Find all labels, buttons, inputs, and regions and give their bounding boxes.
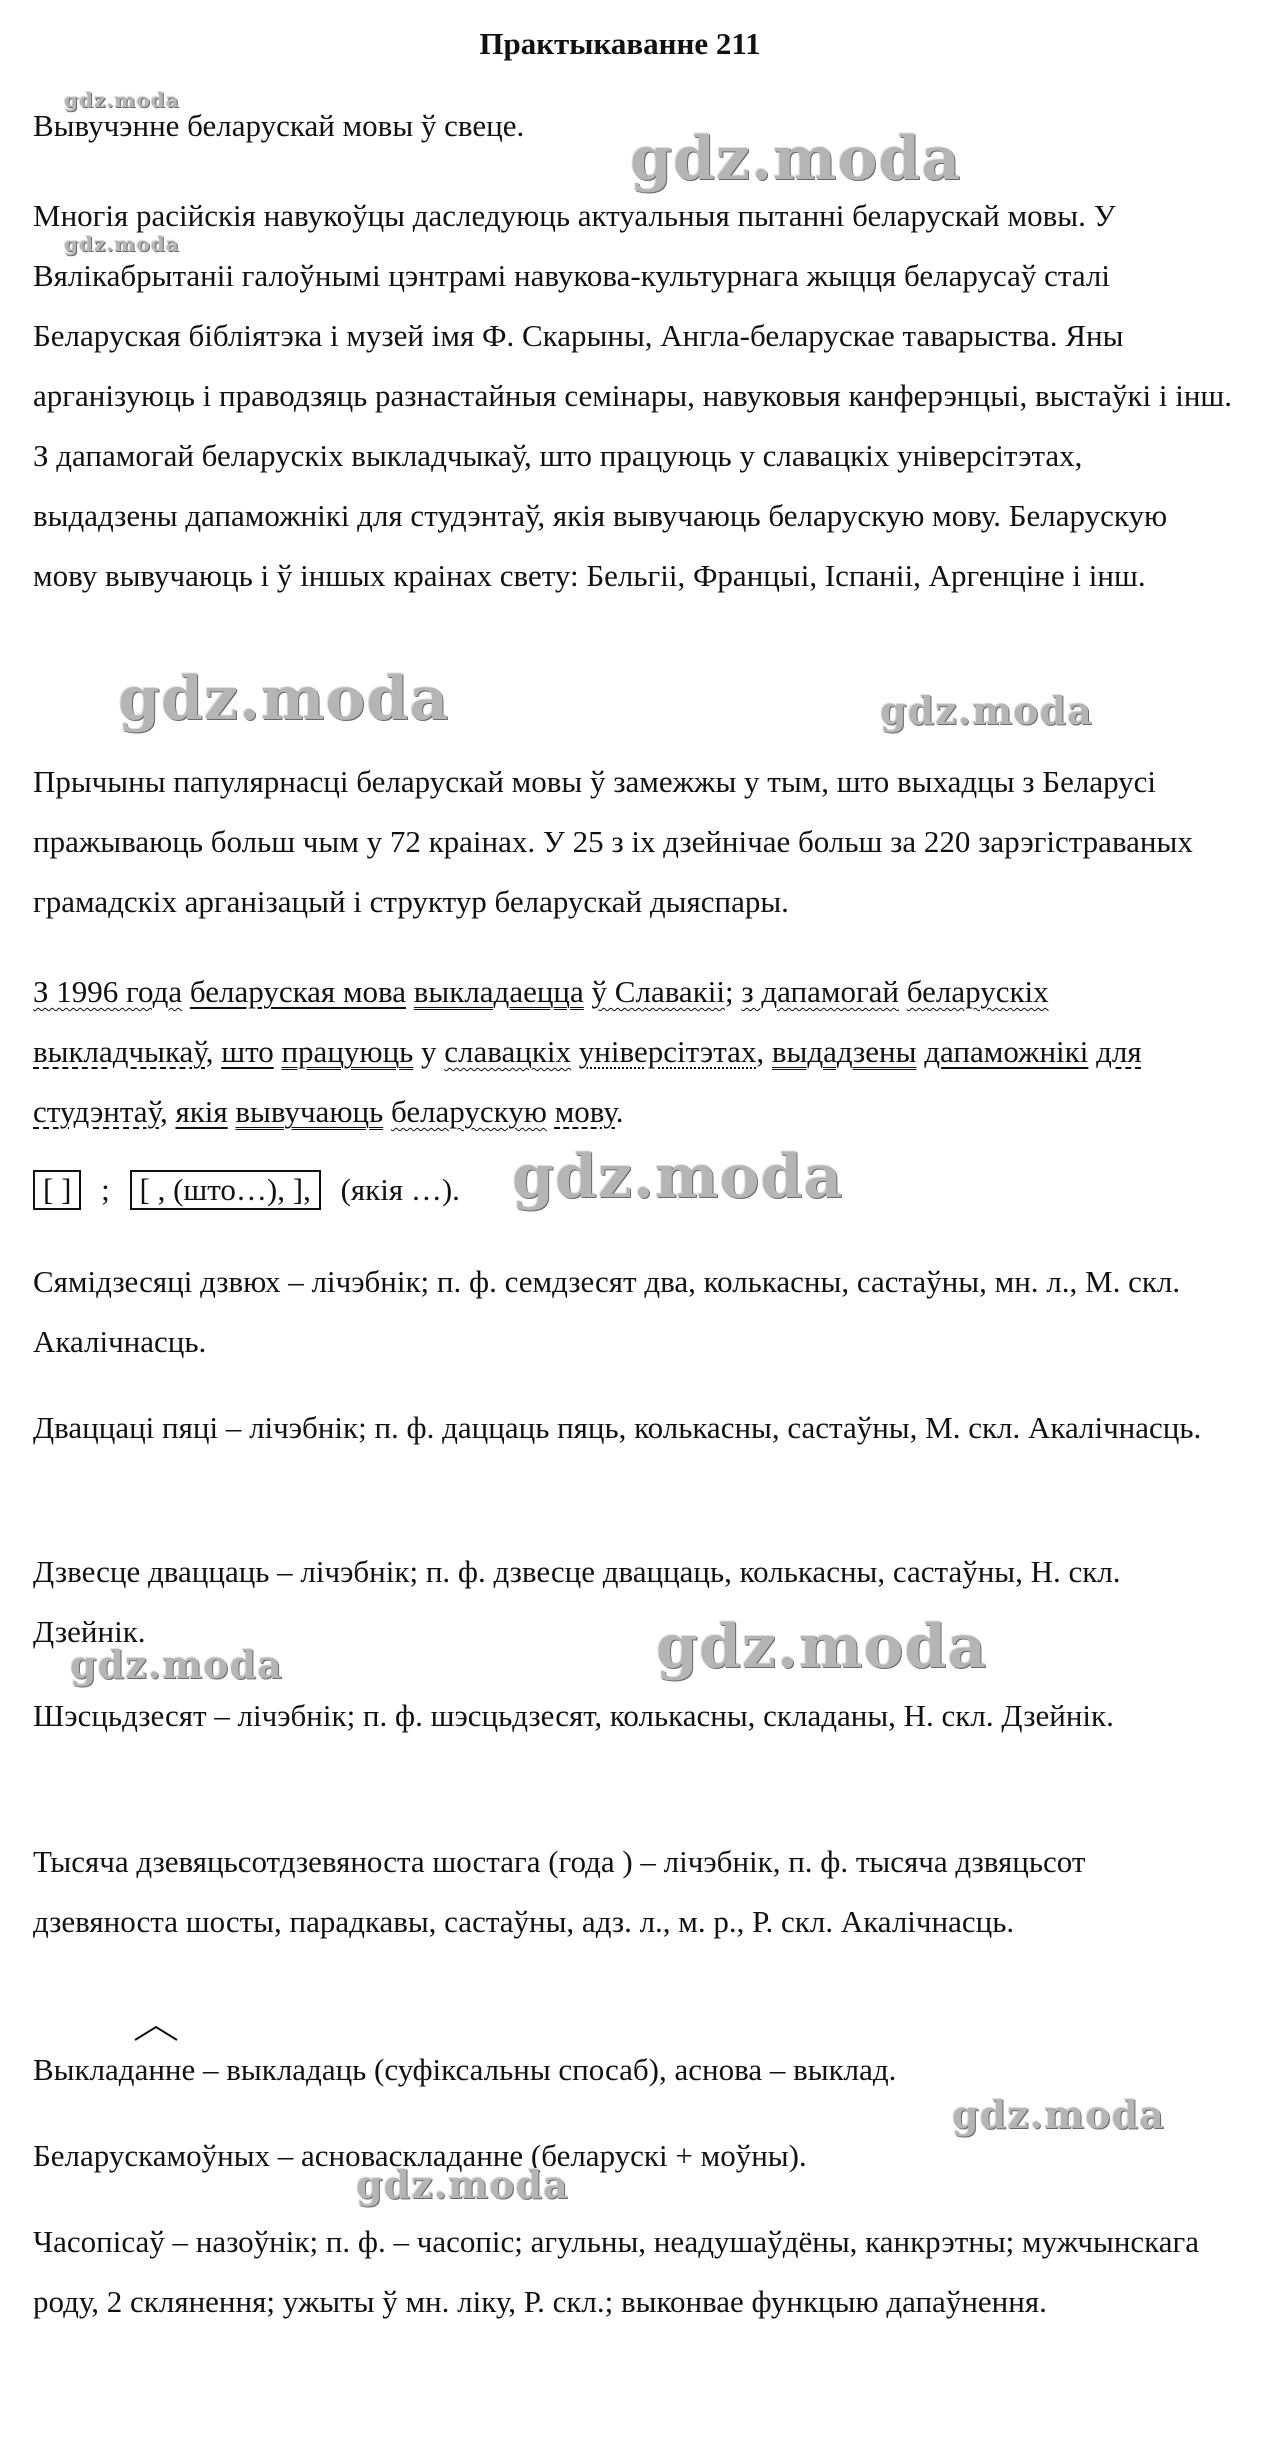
word-stem: Выклад — [33, 2052, 135, 2087]
scheme-subordinate: (якія …). — [340, 1172, 460, 1207]
preposition-u: у — [413, 1034, 445, 1069]
paragraph-main-text: Многія расійскія навукоўцы даследуюць актуальныя пытанні беларускай мовы. У Вялікабрытаніі галоўнымі цэнтрамі навукова-культурнага жыцця беларусаў сталі Беларуская бібліятэка і музей імя Ф. Скарыны, Англа-беларускае таварыства. Яны арганізуюць і праводзяць разнастайныя семінары, навуковыя канферэнцыі, выстаўкі і інш. З дапамогай беларускіх выкладчыкаў, што працуюць у славацкіх універсітэтах, выдадзены дапаможнікі для студэнтаў, якія вывучаюць беларускую мову. Беларускую мову вывучаюць і ў іншых краінах свету: Бельгіі, Францыі, Іспаніі, Аргенціне і інш. — [33, 198, 1233, 593]
object-teachers: выкладчыкаў — [33, 1034, 206, 1069]
compound-word-analysis: Беларускамоўных – асноваскладанне (беларускі + моўны). — [33, 2138, 807, 2173]
watermark-large: gdz.moda — [630, 124, 962, 194]
sentence-scheme — [33, 1168, 472, 1212]
paragraph-heading: Вывучэнне беларускай мовы ў свеце. — [33, 108, 525, 143]
scheme-box-2: [ , (што…), ], — [130, 1170, 321, 1210]
predicate-pratsuyuts: працуюць — [281, 1034, 414, 1069]
word-ending: е — [181, 2052, 196, 2087]
subject-yakiya: якія — [175, 1094, 228, 1129]
subject-shto: што — [221, 1034, 274, 1069]
adverbial-manner: з дапамогай — [741, 974, 900, 1009]
watermark-small: gdz.moda — [64, 88, 180, 112]
paragraph-sentence-analysis — [33, 962, 1233, 1142]
watermark-medium: gdz.moda — [356, 2162, 569, 2207]
suffix-arc-icon — [133, 2024, 179, 2042]
watermark-medium: gdz.moda — [70, 1642, 283, 1687]
word-formation-rest: – выкладаць (суфіксальны спосаб), аснова – выклад. — [195, 2052, 897, 2087]
scheme-semicolon: ; — [101, 1172, 110, 1207]
object-movu: мову — [554, 1094, 616, 1129]
watermark-medium: gdz.moda — [880, 688, 1093, 733]
object-students: для студэнтаў — [33, 1034, 1142, 1129]
predicate-vydadzeny: выдадзены — [771, 1034, 917, 1069]
watermark-large: gdz.moda — [512, 1142, 844, 1212]
predicate-vyvuchayuts: вывучаюць — [235, 1094, 384, 1129]
analysis-noun: Часопісаў – назоўнік; п. ф. – часопіс; агульны, неадушаўдёны, канкрэтны; мужчынскага роду, 2 склянення; ужыты ў мн. ліку, Р. скл.; выконвае функцыю дапаўнення. — [33, 2224, 1199, 2319]
punct-period: . — [615, 1094, 624, 1129]
subject: беларуская мова — [189, 974, 407, 1009]
adverbial-place: ў Славакіі — [591, 974, 725, 1009]
watermark-large: gdz.moda — [118, 664, 450, 734]
watermark-medium: gdz.moda — [952, 2092, 1165, 2137]
watermark-large: gdz.moda — [656, 1612, 988, 1682]
analysis-numeral-2: Дваццаці пяці – лічэбнік; п. ф. даццаць пяць, колькасны, састаўны, М. скл. Акалічнасць. — [33, 1410, 1202, 1445]
suffix-mark — [135, 2040, 182, 2100]
punct-semicolon: ; — [724, 974, 742, 1009]
punct-comma-1: , — [205, 1034, 222, 1069]
page-title: Практыкаванне 211 — [479, 26, 761, 61]
paragraph-reasons: Прычыны папулярнасці беларускай мовы ў замежжы у тым, што выхадцы з Беларусі пражываюць больш чым у 72 краінах. У 25 з іх дзейнічае больш за 220 зарэгістраваных грамадскіх арганізацый і структур беларускай дыяспары. — [33, 764, 1193, 919]
analysis-numeral-1: Сямідзесяці дзвюх – лічэбнік; п. ф. семдзесят два, колькасны, састаўны, мн. л., М. скл. Акалічнасць. — [33, 1264, 1181, 1359]
predicate: выкладаецца — [413, 974, 584, 1009]
analysis-numeral-5: Тысяча дзевяцьсотдзевяноста шостага (года ) – лічэбнік, п. ф. тысяча дзвяцьсот дзевяноста шосты, парадкавы, састаўны, адз. л., м. р., Р. скл. Акалічнасць. — [33, 1844, 1086, 1939]
word-formation-analysis — [33, 2040, 1233, 2100]
attribute-belaruskuyu: беларускую — [390, 1094, 547, 1129]
attribute-belarusian: беларускіх — [906, 974, 1049, 1009]
punct-comma-3: , — [159, 1094, 176, 1129]
analysis-numeral-4: Шэсцьдзесят – лічэбнік; п. ф. шэсцьдзесят, колькасны, складаны, Н. скл. Дзейнік. — [33, 1698, 1114, 1733]
subject-dapamozhniki: дапаможнікі — [924, 1034, 1089, 1069]
watermark-small: gdz.moda — [64, 232, 180, 256]
attribute-slovak: славацкіх — [444, 1034, 572, 1069]
analysis-numeral-3: Дзвесце дваццаць – лічэбнік; п. ф. дзвесце дваццаць, колькасны, састаўны, Н. скл. Дзейнік. — [33, 1554, 1121, 1649]
scheme-box-1: [ ] — [33, 1170, 81, 1210]
adverbial-universities: універсітэтах — [578, 1034, 757, 1069]
word-suffix: анн — [134, 2052, 182, 2087]
adverbial-time: З 1996 года — [33, 974, 183, 1009]
punct-comma-2: , — [756, 1034, 772, 1069]
